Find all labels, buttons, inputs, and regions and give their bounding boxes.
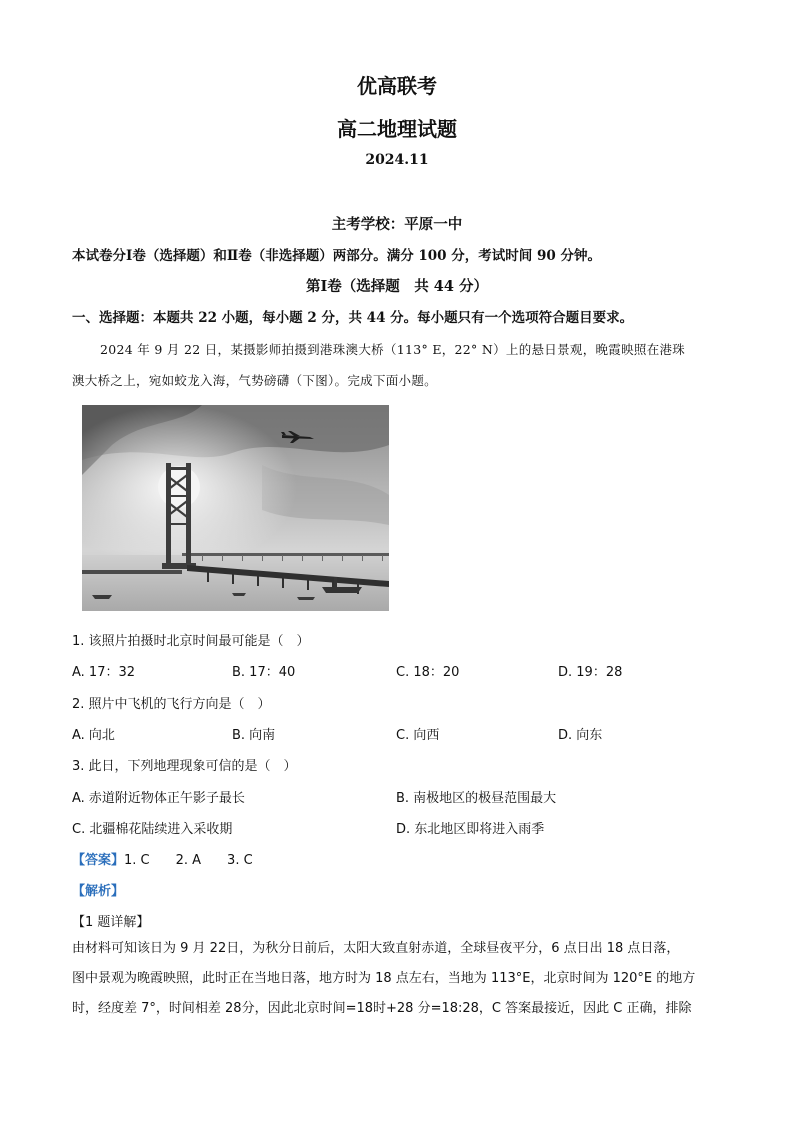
analysis-line xyxy=(72,880,124,899)
q3-option-a: A. 赤道附近物体正午影子最长 xyxy=(72,791,245,806)
q2-option-b: B. 向南 xyxy=(232,728,276,743)
bridge-sunset-photo xyxy=(82,405,389,611)
q1-option-a: A. 17：32 xyxy=(72,665,136,680)
question-3-stem: 3. 此日，下列地理现象可信的是（ ） xyxy=(72,759,297,774)
analysis-line-2: 图中景观为晚霞映照，此时正在当地日落，地方时为 18 点左右，当地为 113°E，北京时间为 120°E 的地方 xyxy=(72,971,696,986)
exam-date: 2024.11 xyxy=(365,152,429,168)
analysis-line-1: 由材料可知该日为 9 月 22日，为秋分日前后，太阳大致直射赤道，全球昼夜平分，6 点日出 18 点日落， xyxy=(72,941,680,956)
analysis-paragraph xyxy=(72,934,722,1024)
answer-line xyxy=(72,849,253,868)
exam-title: 优高联考 xyxy=(357,74,437,98)
analysis-tag: 【解析】 xyxy=(72,884,125,899)
q3-option-c: C. 北疆棉花陆续进入采收期 xyxy=(72,822,233,837)
q1-option-d: D. 19：28 xyxy=(558,665,623,680)
q2-option-c: C. 向西 xyxy=(396,728,440,743)
q3-option-b: B. 南极地区的极昼范围最大 xyxy=(396,791,557,806)
q1-option-c: C. 18：20 xyxy=(396,665,460,680)
material-line-1: 2024 年 9 月 22 日，某摄影师拍摄到港珠澳大桥（113° E，22° N）上的悬日景观，晚霞映照在港珠 xyxy=(100,342,686,357)
answer-text: 1. C 2. A 3. C xyxy=(124,853,253,868)
question-2-stem: 2. 照片中飞机的飞行方向是（ ） xyxy=(72,697,271,712)
material-line-2: 澳大桥之上，宛如蛟龙入海，气势磅礴（下图）。完成下面小题。 xyxy=(72,373,437,388)
host-school: 主考学校：平原一中 xyxy=(331,216,463,233)
section-heading: 一、选择题：本题共 22 小题，每小题 2 分，共 44 分。每小题只有一个选项符合题目要求。 xyxy=(72,310,634,326)
answer-tag: 【答案】 xyxy=(72,853,125,868)
detail-heading: 【1 题详解】 xyxy=(72,915,150,930)
analysis-line-3: 时，经度差 7°，时间相差 28分，因此北京时间=18时+28 分=18:28，C 答案最接近，因此 C 正确，排除 xyxy=(72,1001,692,1016)
exam-subtitle: 高二地理试题 xyxy=(337,117,457,141)
q1-option-b: B. 17：40 xyxy=(232,665,296,680)
question-1-stem: 1. 该照片拍摄时北京时间最可能是（ ） xyxy=(72,634,310,649)
exam-intro: 本试卷分Ⅰ卷（选择题）和Ⅱ卷（非选择题）两部分。满分 100 分，考试时间 90 分钟。 xyxy=(72,248,601,264)
q3-option-d: D. 东北地区即将进入雨季 xyxy=(396,822,545,837)
q2-option-a: A. 向北 xyxy=(72,728,115,743)
part-one-heading: 第Ⅰ卷（选择题 共 44 分） xyxy=(305,278,489,295)
q2-option-d: D. 向东 xyxy=(558,728,603,743)
